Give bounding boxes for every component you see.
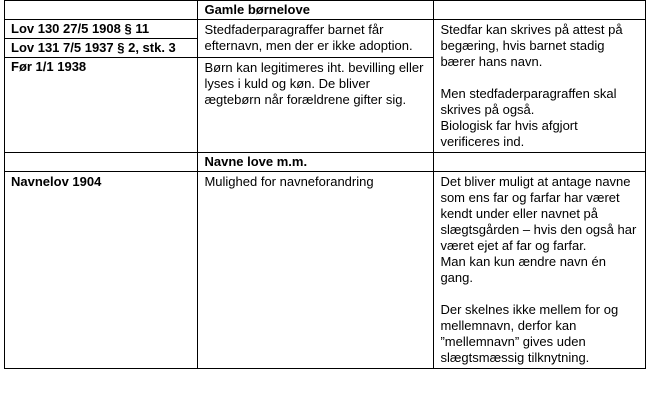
- table-row-navnelov: [5, 172, 646, 369]
- section-header-navne-love: Navne love m.m.: [198, 153, 434, 172]
- law-description: Mulighed for navneforandring: [198, 172, 434, 369]
- note-paragraph: Det bliver muligt at antage navne som ens far og farfar har været kendt under eller navnet på slægtsgården – hvis den også har været ejet af far og farfar.: [440, 174, 637, 253]
- law-description: Børn kan legitimeres iht. bevilling eller lyses i kuld og køn. De bliver ægtebørn når forældrene gifter sig.: [198, 57, 433, 108]
- header-row-navne-love: [5, 153, 646, 172]
- law-notes-cell: [434, 172, 646, 369]
- note-paragraph: Biologisk far hvis afgjort verificeres ind.: [440, 118, 578, 149]
- section-header-gamle-bornelove: Gamle børnelove: [198, 1, 434, 20]
- law-reference: Lov 130 27/5 1908 § 11: [11, 21, 150, 36]
- note-paragraph: Der skelnes ikke mellem for og mellemnavn, derfor kan ”mellemnavn” gives uden slægtsmæssig tilknytning.: [440, 302, 619, 365]
- law-description-cell: [198, 20, 434, 153]
- law-reference: Navnelov 1904: [5, 172, 198, 369]
- law-references-cell: [5, 20, 198, 153]
- header-empty-cell: [434, 153, 646, 172]
- header-empty-cell: [5, 1, 198, 20]
- header-empty-cell: [434, 1, 646, 20]
- note-paragraph: Man kan kun ændre navn én gang.: [440, 254, 606, 285]
- header-empty-cell: [5, 153, 198, 172]
- note-paragraph: Stedfar kan skrives på attest på begæring, hvis barnet stadig bærer hans navn.: [440, 22, 623, 69]
- law-description: Stedfaderparagraffer barnet får efternavn, men der er ikke adoption.: [204, 22, 413, 53]
- note-paragraph: Men stedfaderparagraffen skal skrives på også.: [440, 86, 617, 117]
- header-row-gamle-bornelove: [5, 1, 646, 20]
- law-notes-cell: [434, 20, 646, 153]
- laws-table: [4, 0, 646, 369]
- law-reference: Før 1/1 1938: [5, 57, 197, 76]
- table-row-gamle-bornelove: [5, 20, 646, 153]
- law-reference: Lov 131 7/5 1937 § 2, stk. 3: [5, 38, 197, 57]
